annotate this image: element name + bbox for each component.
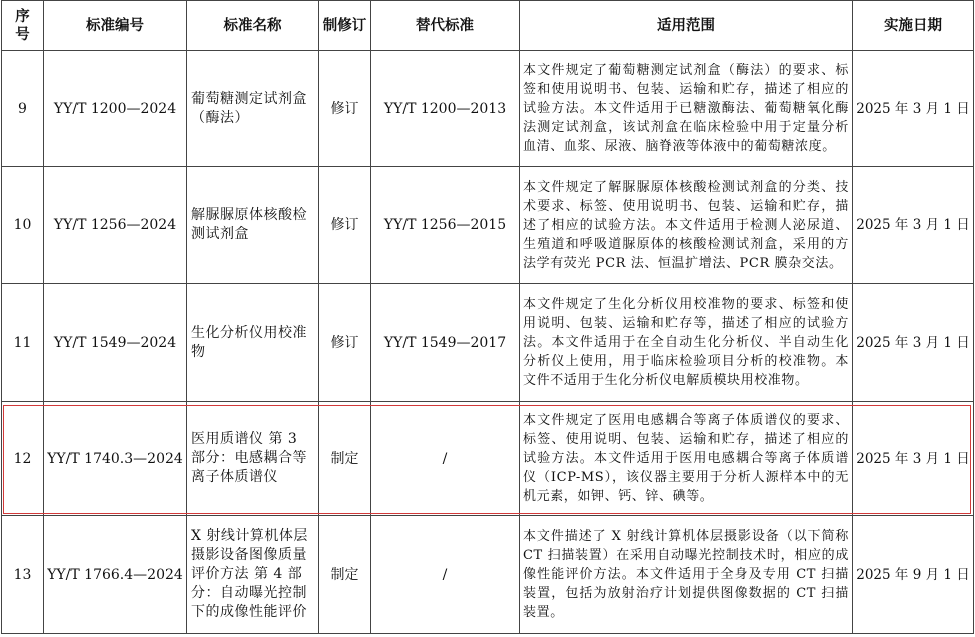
row-date: 2025 年 3 月 1 日 bbox=[853, 167, 974, 284]
table-row bbox=[2, 51, 974, 167]
row-replace: / bbox=[371, 516, 520, 634]
header-replace: 替代标准 bbox=[371, 1, 520, 51]
row-scope: 本文件描述了 X 射线计算机体层摄影设备（以下简称 CT 扫描装置）在采用自动曝光控制技术时，相应的成像性能评价方法。本文件适用于全身及专用 CT 扫描装置，包括为放射治疗计划提供图像数据的 CT 扫描装置。 bbox=[520, 516, 853, 634]
header-seq bbox=[2, 1, 44, 51]
row-seq: 13 bbox=[2, 516, 44, 634]
row-type: 修订 bbox=[319, 167, 371, 284]
row-replace: YY/T 1256—2015 bbox=[371, 167, 520, 284]
row-code: YY/T 1200—2024 bbox=[44, 51, 187, 167]
table-row bbox=[2, 167, 974, 284]
row-date: 2025 年 3 月 1 日 bbox=[853, 51, 974, 167]
row-type: 制定 bbox=[319, 402, 371, 516]
standards-table bbox=[1, 0, 974, 634]
row-seq: 11 bbox=[2, 284, 44, 402]
row-code: YY/T 1549—2024 bbox=[44, 284, 187, 402]
header-seq-line-1: 序 bbox=[15, 8, 30, 25]
row-seq: 9 bbox=[2, 51, 44, 167]
row-replace: / bbox=[371, 402, 520, 516]
row-name: X 射线计算机体层摄影设备图像质量评价方法 第 4 部分：自动曝光控制下的成像性能评价 bbox=[187, 516, 319, 634]
row-code: YY/T 1766.4—2024 bbox=[44, 516, 187, 634]
header-row bbox=[2, 1, 974, 51]
table-row bbox=[2, 402, 974, 516]
row-seq: 12 bbox=[2, 402, 44, 516]
row-type: 修订 bbox=[319, 284, 371, 402]
row-code: YY/T 1740.3—2024 bbox=[44, 402, 187, 516]
table-row bbox=[2, 284, 974, 402]
row-name: 医用质谱仪 第 3 部分：电感耦合等离子体质谱仪 bbox=[187, 402, 319, 516]
row-scope: 本文件规定了葡萄糖测定试剂盒（酶法）的要求、标签和使用说明书、包装、运输和贮存，描述了相应的试验方法。本文件适用于已糖激酶法、葡萄糖氧化酶法测定试剂盒，该试剂盒在临床检验中用于定量分析血清、血浆、尿液、脑脊液等体液中的葡萄糖浓度。 bbox=[520, 51, 853, 167]
table-row bbox=[2, 516, 974, 634]
row-name: 葡萄糖测定试剂盒（酶法） bbox=[187, 51, 319, 167]
row-name: 生化分析仪用校准物 bbox=[187, 284, 319, 402]
header-type: 制修订 bbox=[319, 1, 371, 51]
header-name: 标准名称 bbox=[187, 1, 319, 51]
header-scope: 适用范围 bbox=[520, 1, 853, 51]
row-replace: YY/T 1200—2013 bbox=[371, 51, 520, 167]
row-scope: 本文件规定了生化分析仪用校准物的要求、标签和使用说明、包装、运输和贮存等，描述了相应的试验方法。本文件适用于在全自动生化分析仪、半自动生化分析仪上使用，用于临床检验项目分析的校准物。本文件不适用于生化分析仪电解质模块用校准物。 bbox=[520, 284, 853, 402]
row-type: 修订 bbox=[319, 51, 371, 167]
row-date: 2025 年 9 月 1 日 bbox=[853, 516, 974, 634]
header-code: 标准编号 bbox=[44, 1, 187, 51]
row-name: 解脲脲原体核酸检测试剂盒 bbox=[187, 167, 319, 284]
row-date: 2025 年 3 月 1 日 bbox=[853, 284, 974, 402]
header-date: 实施日期 bbox=[853, 1, 974, 51]
row-scope: 本文件规定了医用电感耦合等离子体质谱仪的要求、标签、使用说明、包装、运输和贮存，描述了相应的试验方法。本文件适用于医用电感耦合等离子体质谱仪（ICP-MS），该仪器主要用于分析人源样本中的无机元素，如钾、钙、锌、碘等。 bbox=[520, 402, 853, 516]
row-code: YY/T 1256—2024 bbox=[44, 167, 187, 284]
row-scope: 本文件规定了解脲脲原体核酸检测试剂盒的分类、技术要求、标签、使用说明书、包装、运输和贮存，描述了相应的试验方法。本文件适用于检测人泌尿道、生殖道和呼吸道脲原体的核酸检测试剂盒，采用的方法学有荧光 PCR 法、恒温扩增法、PCR 膜杂交法。 bbox=[520, 167, 853, 284]
row-date: 2025 年 3 月 1 日 bbox=[853, 402, 974, 516]
header-seq-line-2: 号 bbox=[15, 26, 30, 43]
row-seq: 10 bbox=[2, 167, 44, 284]
row-type: 制定 bbox=[319, 516, 371, 634]
row-replace: YY/T 1549—2017 bbox=[371, 284, 520, 402]
